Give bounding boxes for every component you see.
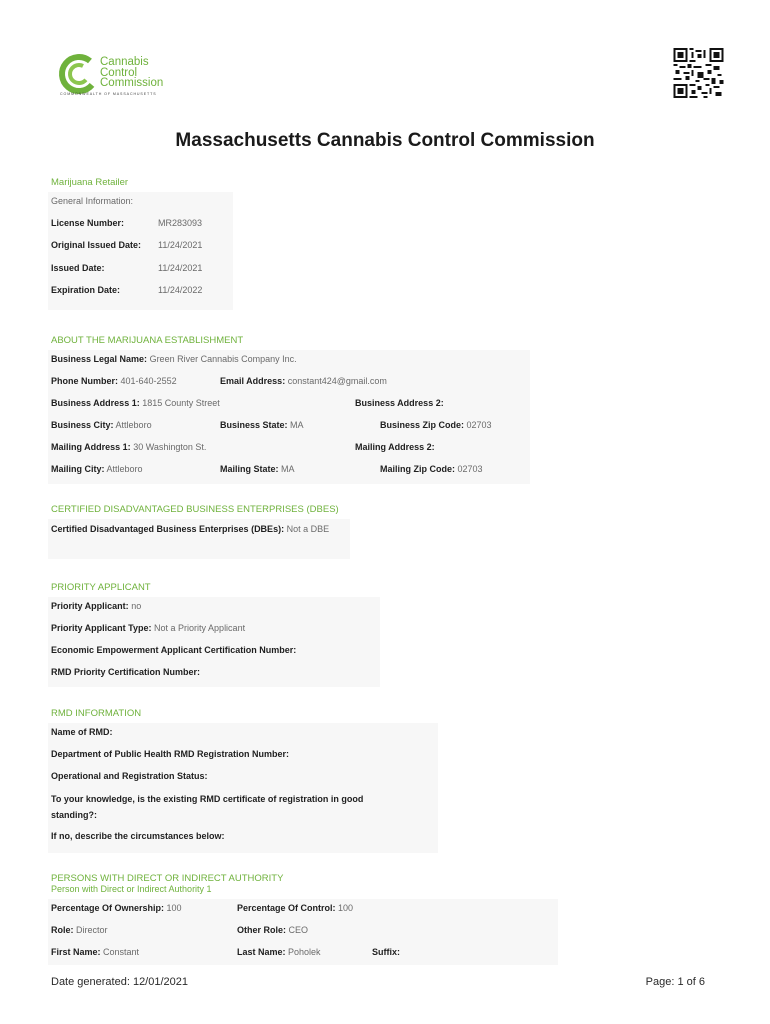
first-name <box>51 947 139 957</box>
mailing-address-1-label: Mailing Address 1: <box>51 442 131 452</box>
logo-subtitle: COMMONWEALTH OF MASSACHUSETTS <box>60 92 157 96</box>
business-city-value: Attleboro <box>115 420 152 430</box>
logo-line: Control <box>100 66 138 79</box>
section-heading-persons: PERSONS WITH DIRECT OR INDIRECT AUTHORITY <box>51 873 284 884</box>
priority-applicant-type-value: Not a Priority Applicant <box>154 623 246 633</box>
section-heading-marijuana-retailer: Marijuana Retailer <box>51 177 129 188</box>
expiration-date-value: 11/24/2022 <box>158 285 203 295</box>
ownership-percentage-value: 100 <box>166 903 182 913</box>
dbe-label: Certified Disadvantaged Business Enterprises (DBEs): <box>51 524 285 534</box>
business-city-label: Business City: <box>51 420 114 430</box>
dbe-field <box>51 521 341 537</box>
email-address <box>220 376 387 386</box>
ownership-percentage <box>51 903 182 913</box>
page-title: Massachusetts Cannabis Control Commission <box>175 130 595 151</box>
control-percentage <box>237 903 353 913</box>
phone-number-label: Phone Number: <box>51 376 119 386</box>
date-generated: Date generated: 12/01/2021 <box>51 976 189 988</box>
phone-number-value: 401-640-2552 <box>120 376 177 386</box>
mailing-address-2 <box>355 442 435 452</box>
business-address-1 <box>51 398 220 408</box>
business-address-1-label: Business Address 1: <box>51 398 140 408</box>
page-number: Page: 1 of 6 <box>645 976 705 988</box>
rmd-circumstances-label: If no, describe the circumstances below: <box>51 831 225 841</box>
last-name-value: Poholek <box>288 947 321 957</box>
last-name <box>237 947 321 957</box>
last-name-label: Last Name: <box>237 947 286 957</box>
suffix-label: Suffix: <box>372 947 400 957</box>
economic-empowerment-number <box>51 645 296 655</box>
expiration-date-label: Expiration Date: <box>51 285 121 295</box>
rmd-circumstances <box>51 831 225 841</box>
email-address-value: constant424@gmail.com <box>287 376 387 386</box>
business-zip-code-label: Business Zip Code: <box>380 420 465 430</box>
economic-empowerment-number-label: Economic Empowerment Applicant Certification Number: <box>51 645 297 655</box>
issued-date-label: Issued Date: <box>51 263 105 273</box>
dbe-value: Not a DBE <box>286 524 330 534</box>
suffix <box>372 947 400 957</box>
role-value: Director <box>76 925 108 935</box>
first-name-value: Constant <box>103 947 140 957</box>
business-legal-name-value: Green River Cannabis Company Inc. <box>149 354 297 364</box>
other-role-label: Other Role: <box>237 925 287 935</box>
rmd-registration-number <box>51 749 289 759</box>
section-heading-priority-applicant: PRIORITY APPLICANT <box>51 582 151 593</box>
business-zip-code <box>380 420 492 430</box>
phone-number <box>51 376 177 386</box>
mailing-address-1-value: 30 Washington St. <box>133 442 207 452</box>
role-label: Role: <box>51 925 74 935</box>
ownership-percentage-label: Percentage Of Ownership: <box>51 903 165 913</box>
email-address-label: Email Address: <box>220 376 286 386</box>
license-number-value: MR283093 <box>158 218 203 228</box>
license-number-label: License Number: <box>51 218 125 228</box>
mailing-address-1 <box>51 442 206 452</box>
logo-wordmark <box>100 57 163 89</box>
mailing-zip-code-label: Mailing Zip Code: <box>380 464 455 474</box>
rmd-status <box>51 771 208 781</box>
rmd-priority-number-label: RMD Priority Certification Number: <box>51 667 201 677</box>
mailing-state-label: Mailing State: <box>220 464 279 474</box>
rmd-priority-number <box>51 667 200 677</box>
rmd-status-label: Operational and Registration Status: <box>51 771 208 781</box>
business-city <box>51 420 152 430</box>
mailing-zip-code-value: 02703 <box>457 464 483 474</box>
other-role-value: CEO <box>288 925 309 935</box>
control-percentage-label: Percentage Of Control: <box>237 903 336 913</box>
rmd-name-label: Name of RMD: <box>51 727 113 737</box>
original-issued-date-value: 11/24/2021 <box>158 240 203 250</box>
issued-date-value: 11/24/2021 <box>158 263 203 273</box>
control-percentage-value: 100 <box>338 903 354 913</box>
qr-code <box>672 48 725 98</box>
business-address-2 <box>355 398 444 408</box>
business-address-2-label: Business Address 2: <box>355 398 444 408</box>
rmd-good-standing <box>51 791 396 823</box>
mailing-city-label: Mailing City: <box>51 464 105 474</box>
original-issued-date-label: Original Issued Date: <box>51 240 142 250</box>
priority-applicant-label: Priority Applicant: <box>51 601 129 611</box>
priority-applicant <box>51 601 141 611</box>
first-name-label: First Name: <box>51 947 101 957</box>
business-state-label: Business State: <box>220 420 288 430</box>
business-legal-name-label: Business Legal Name: <box>51 354 148 364</box>
role <box>51 925 108 935</box>
rmd-registration-number-label: Department of Public Health RMD Registration Number: <box>51 749 290 759</box>
priority-applicant-value: no <box>131 601 142 611</box>
priority-applicant-type <box>51 623 245 633</box>
other-role <box>237 925 308 935</box>
rmd-good-standing-label: To your knowledge, is the existing RMD certificate of registration in good standing?: <box>51 794 364 820</box>
mailing-state <box>220 464 295 474</box>
priority-applicant-type-label: Priority Applicant Type: <box>51 623 152 633</box>
general-info-subheading: General Information: <box>51 196 134 206</box>
mailing-address-2-label: Mailing Address 2: <box>355 442 435 452</box>
business-zip-code-value: 02703 <box>466 420 492 430</box>
section-heading-establishment: ABOUT THE MARIJUANA ESTABLISHMENT <box>51 335 244 346</box>
mailing-state-value: MA <box>281 464 295 474</box>
business-state-value: MA <box>290 420 304 430</box>
mailing-city <box>51 464 143 474</box>
mailing-city-value: Attleboro <box>106 464 143 474</box>
business-legal-name <box>51 354 297 364</box>
rmd-name <box>51 727 113 737</box>
business-address-1-value: 1815 County Street <box>142 398 220 408</box>
person-1-subheading: Person with Direct or Indirect Authority 1 <box>51 884 212 894</box>
business-state <box>220 420 304 430</box>
logo-line: Cannabis <box>100 56 149 68</box>
section-heading-rmd: RMD INFORMATION <box>51 708 142 719</box>
section-heading-dbe: CERTIFIED DISADVANTAGED BUSINESS ENTERPRISES (DBES) <box>51 504 339 515</box>
logo-line: Commission <box>100 77 164 90</box>
mailing-zip-code <box>380 464 483 474</box>
